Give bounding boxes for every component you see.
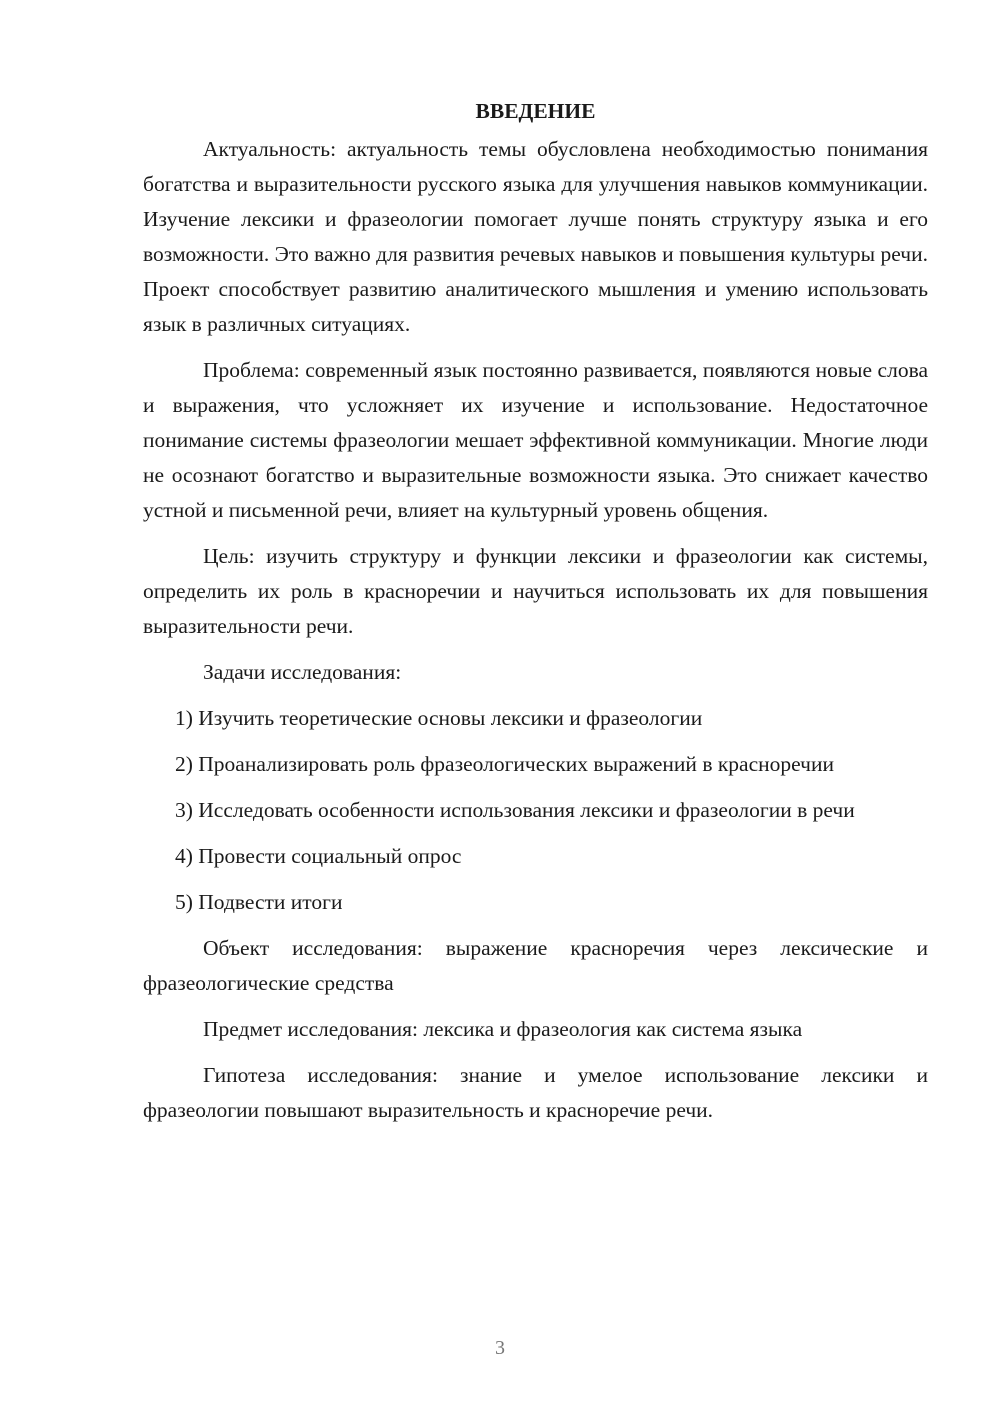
- hypothesis-paragraph: Гипотеза исследования: знание и умелое использование лексики и фразеологии повышают выразительность и красноречие речи.: [143, 1063, 928, 1122]
- page-title: ВВЕДЕНИЕ: [475, 99, 596, 123]
- task-item: 2) Проанализировать роль фразеологических выражений в красноречии: [175, 752, 834, 776]
- tasks-heading: Задачи исследования:: [203, 660, 402, 684]
- relevance-paragraph: Актуальность: актуальность темы обусловлена необходимостью понимания богатства и выразительности русского языка для улучшения навыков коммуникации. Изучение лексики и фразеологии помогает лучше понять структуру языка и его возможности. Это важно для развития речевых навыков и повышения культуры речи. Проект способствует развитию аналитического мышления и умению использовать язык в различных ситуациях.: [143, 137, 928, 336]
- task-item: 3) Исследовать особенности использования лексики и фразеологии в речи: [175, 798, 855, 822]
- subject-paragraph: Предмет исследования: лексика и фразеология как система языка: [203, 1017, 803, 1041]
- task-item: 5) Подвести итоги: [175, 890, 343, 914]
- object-paragraph: Объект исследования: выражение красноречия через лексические и фразеологические средства: [143, 936, 928, 995]
- problem-paragraph: Проблема: современный язык постоянно развивается, появляются новые слова и выражения, что усложняет их изучение и использование. Недостаточное понимание системы фразеологии мешает эффективной коммуникации. Многие люди не осознают богатство и выразительные возможности языка. Это снижает качество устной и письменной речи, влияет на культурный уровень общения.: [143, 358, 928, 522]
- task-item: 4) Провести социальный опрос: [175, 844, 462, 868]
- page-number: 3: [495, 1337, 505, 1359]
- task-item: 1) Изучить теоретические основы лексики и фразеологии: [175, 706, 703, 730]
- goal-paragraph: Цель: изучить структуру и функции лексики и фразеологии как системы, определить их роль в красноречии и научиться использовать их для повышения выразительности речи.: [143, 544, 928, 638]
- document-page: [143, 92, 928, 1139]
